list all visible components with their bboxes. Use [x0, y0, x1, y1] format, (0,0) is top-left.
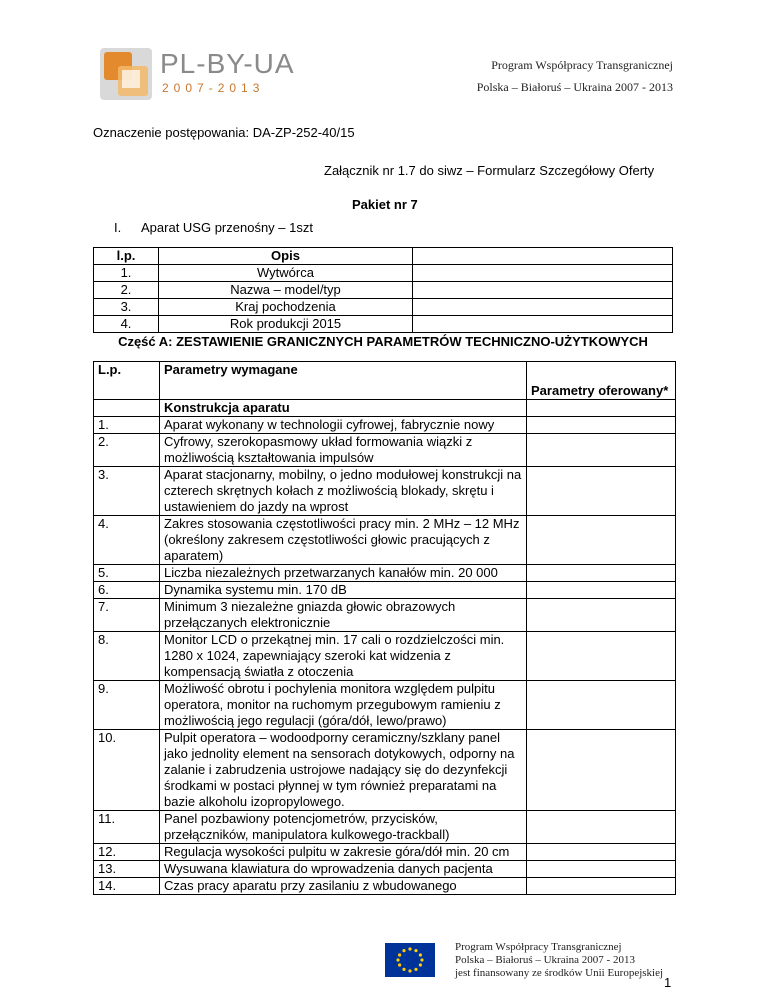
row-requirement: Aparat stacjonarny, mobilny, o jedno modułowej konstrukcji na czterech skrętnych kołach z możliwością blokady, skrętu i ustawieniem do jazdy na wprost — [160, 467, 527, 516]
row-number: 4. — [94, 316, 159, 333]
row-requirement: Pulpit operatora – wodoodporny ceramiczny/szklany panel jako jednolity element na sensorach dotykowych, odporny na zalanie i zabrudzenia ustrojowe nadający się do dezynfekcji środkami w postaci płynnej w tym również preparatami na bazie alkoholu izopropylowego. — [160, 730, 527, 811]
footer — [0, 935, 768, 994]
row-label: Rok produkcji 2015 — [159, 316, 413, 333]
table-row — [94, 861, 676, 878]
row-number: 9. — [94, 681, 160, 730]
value-cell[interactable] — [413, 299, 673, 316]
offered-cell[interactable] — [527, 861, 676, 878]
column-header-required: Parametry wymagane — [160, 362, 527, 400]
table-row — [94, 811, 676, 844]
row-requirement: Możliwość obrotu i pochylenia monitora względem pulpitu operatora, monitor na ruchomym przegubowym ramieniu z możliwością jego regulacji (góra/dół, lewo/prawo) — [160, 681, 527, 730]
table-row — [94, 467, 676, 516]
column-header-desc: Opis — [159, 248, 413, 265]
row-number: 3. — [94, 467, 160, 516]
row-number: 12. — [94, 844, 160, 861]
value-cell[interactable] — [413, 248, 673, 265]
technical-parameters-table — [93, 361, 676, 895]
section-number: I. — [114, 220, 122, 235]
column-header-lp: l.p. — [94, 248, 159, 265]
row-label: Kraj pochodzenia — [159, 299, 413, 316]
row-requirement: Czas pracy aparatu przy zasilaniu z wbudowanego — [160, 878, 527, 895]
row-number: 8. — [94, 632, 160, 681]
offered-cell[interactable] — [527, 434, 676, 467]
offered-cell[interactable] — [527, 582, 676, 599]
eu-flag-icon — [385, 943, 435, 977]
table-row — [94, 282, 673, 299]
logo-text: PL-BY-UA — [160, 48, 295, 79]
page-number: 1 — [664, 975, 672, 990]
offered-cell[interactable] — [527, 632, 676, 681]
product-info-table — [93, 247, 673, 333]
table-row — [94, 681, 676, 730]
table-row — [94, 582, 676, 599]
logo-mark-icon — [100, 48, 152, 100]
group-row — [94, 400, 676, 417]
row-requirement: Wysuwana klawiatura do wprowadzenia danych pacjenta — [160, 861, 527, 878]
row-number: 2. — [94, 282, 159, 299]
table-header-row — [94, 362, 676, 400]
footer-line3: jest finansowany ze środków Unii Europejskiej — [455, 967, 664, 979]
offered-cell[interactable] — [527, 681, 676, 730]
offered-cell[interactable] — [527, 516, 676, 565]
row-number: 10. — [94, 730, 160, 811]
row-label: Wytwórca — [159, 265, 413, 282]
footer-line1: Program Współpracy Transgranicznej — [455, 941, 622, 953]
table-row — [94, 632, 676, 681]
table-row — [94, 565, 676, 582]
logo-years: 2007-2013 — [162, 81, 265, 95]
row-number: 1. — [94, 265, 159, 282]
column-header-offered: Parametry oferowany* — [527, 362, 676, 400]
row-number: 4. — [94, 516, 160, 565]
section-title: Aparat USG przenośny – 1szt — [141, 220, 313, 235]
value-cell[interactable] — [413, 316, 673, 333]
row-number: 2. — [94, 434, 160, 467]
offered-cell[interactable] — [527, 400, 676, 417]
row-number: 6. — [94, 582, 160, 599]
row-requirement: Aparat wykonany w technologii cyfrowej, fabrycznie nowy — [160, 417, 527, 434]
row-number: 5. — [94, 565, 160, 582]
table-row — [94, 516, 676, 565]
empty-cell — [94, 400, 160, 417]
offered-cell[interactable] — [527, 844, 676, 861]
row-requirement: Monitor LCD o przekątnej min. 17 cali o rozdzielczości min. 1280 x 1024, zapewniający szeroki kat widzenia z kompensacją światła z otoczenia — [160, 632, 527, 681]
value-cell[interactable] — [413, 282, 673, 299]
group-title: Konstrukcja aparatu — [160, 400, 527, 417]
table-row — [94, 844, 676, 861]
row-number: 14. — [94, 878, 160, 895]
row-number: 3. — [94, 299, 159, 316]
row-requirement: Cyfrowy, szerokopasmowy układ formowania wiązki z możliwością kształtowania impulsów — [160, 434, 527, 467]
table-row — [94, 434, 676, 467]
program-logo — [100, 48, 370, 102]
row-requirement: Regulacja wysokości pulpitu w zakresie góra/dół min. 20 cm — [160, 844, 527, 861]
footer-line2: Polska – Białoruś – Ukraina 2007 - 2013 — [455, 954, 635, 966]
offered-cell[interactable] — [527, 565, 676, 582]
row-requirement: Zakres stosowania częstotliwości pracy min. 2 MHz – 12 MHz (określony zakresem częstotliwości głowic pracujących z aparatem) — [160, 516, 527, 565]
table-header-row — [94, 248, 673, 265]
table-row — [94, 316, 673, 333]
offered-cell[interactable] — [527, 878, 676, 895]
procedure-reference: Oznaczenie postępowania: DA-ZP-252-40/15 — [93, 125, 355, 140]
row-label: Nazwa – model/typ — [159, 282, 413, 299]
program-title-line2: Polska – Białoruś – Ukraina 2007 - 2013 — [476, 80, 673, 94]
part-a-title: Część A: ZESTAWIENIE GRANICZNYCH PARAMETRÓW TECHNICZNO-UŻYTKOWYCH — [118, 334, 648, 349]
table-row — [94, 265, 673, 282]
row-number: 11. — [94, 811, 160, 844]
package-title: Pakiet nr 7 — [352, 197, 418, 212]
column-header-lp: L.p. — [94, 362, 160, 400]
row-requirement: Liczba niezależnych przetwarzanych kanałów min. 20 000 — [160, 565, 527, 582]
table-row — [94, 878, 676, 895]
table-row — [94, 599, 676, 632]
value-cell[interactable] — [413, 265, 673, 282]
program-title-line1: Program Współpracy Transgranicznej — [491, 58, 673, 72]
table-row — [94, 417, 676, 434]
table-row — [94, 299, 673, 316]
offered-cell[interactable] — [527, 730, 676, 811]
offered-cell[interactable] — [527, 467, 676, 516]
row-requirement: Dynamika systemu min. 170 dB — [160, 582, 527, 599]
offered-cell[interactable] — [527, 811, 676, 844]
row-number: 1. — [94, 417, 160, 434]
offered-cell[interactable] — [527, 599, 676, 632]
offered-cell[interactable] — [527, 417, 676, 434]
table-row — [94, 730, 676, 811]
attachment-title: Załącznik nr 1.7 do siwz – Formularz Szczegółowy Oferty — [324, 163, 655, 178]
row-number: 7. — [94, 599, 160, 632]
row-number: 13. — [94, 861, 160, 878]
row-requirement: Panel pozbawiony potencjometrów, przycisków, przełączników, manipulatora kulkowego-trackball) — [160, 811, 527, 844]
row-requirement: Minimum 3 niezależne gniazda głowic obrazowych przełączanych elektronicznie — [160, 599, 527, 632]
